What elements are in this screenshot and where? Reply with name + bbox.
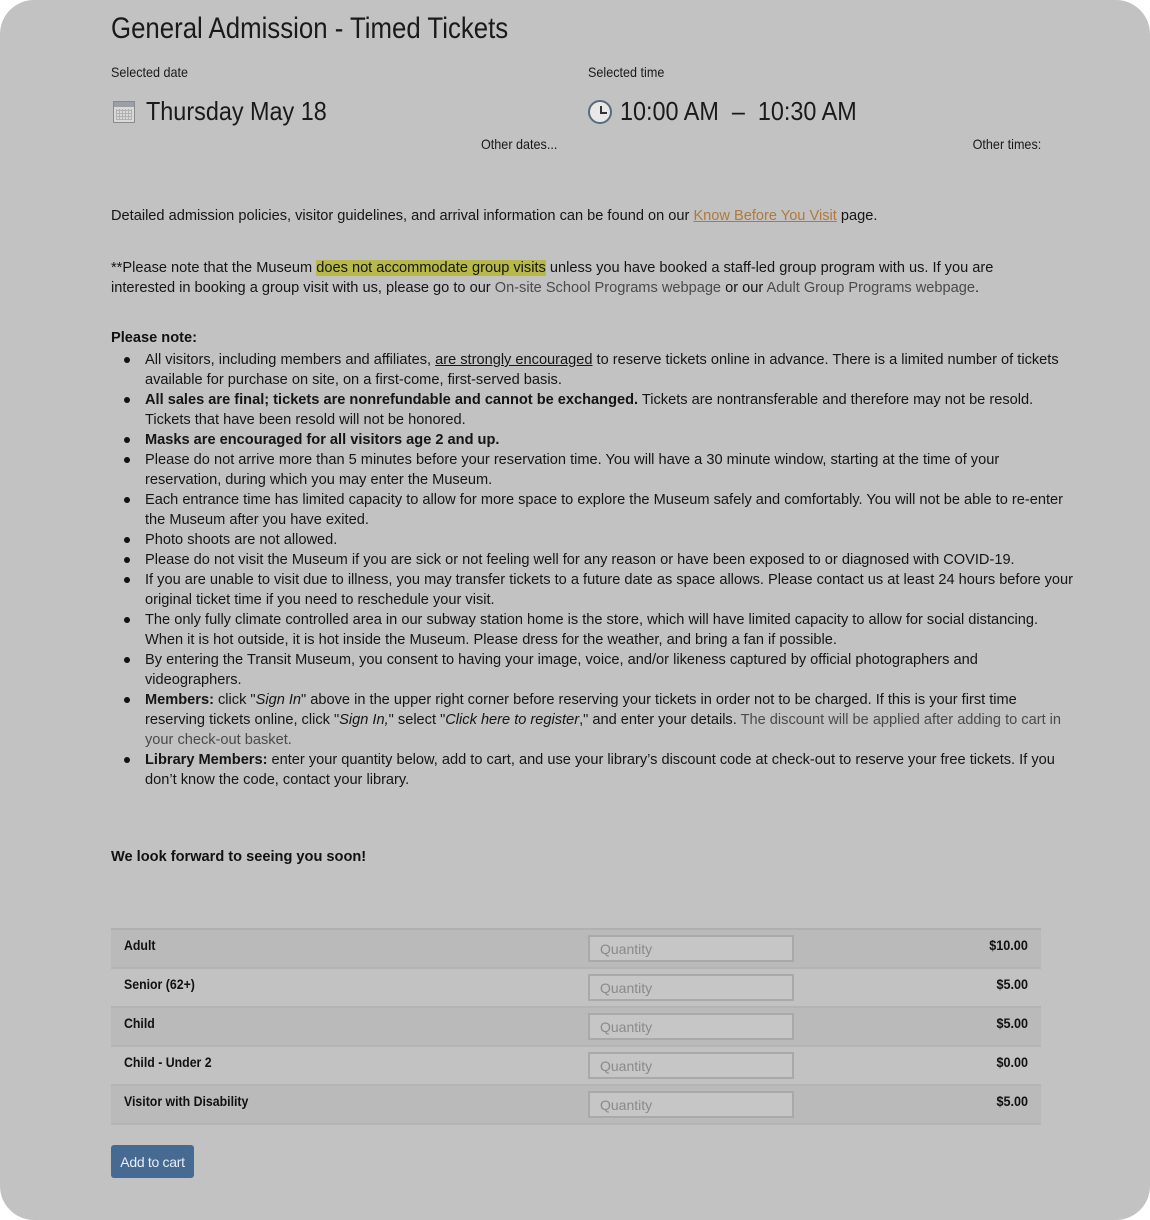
note-underline: are strongly encouraged — [435, 352, 593, 368]
list-item — [145, 650, 1075, 690]
selected-time — [588, 96, 883, 127]
table-row — [111, 969, 1041, 1008]
group-text-middle: unless you have booked a staff-led group program with us. If you are interested in booking a group visit with us, please go to our — [111, 260, 994, 296]
notes-title: Please note: — [111, 330, 197, 346]
list-item — [145, 450, 1075, 490]
group-highlight: does not accommodate group visits — [316, 260, 546, 276]
other-dates-link[interactable]: Other dates... — [481, 136, 558, 152]
list-item — [145, 570, 1075, 610]
list-item — [145, 430, 1075, 450]
closing-text: We look forward to seeing you soon! — [111, 849, 367, 865]
ticket-name: Visitor with Disability — [124, 1093, 249, 1109]
notes-list — [111, 350, 1075, 790]
ticket-price: $0.00 — [996, 1054, 1028, 1070]
selected-date-label: Selected date — [111, 64, 189, 80]
list-item — [145, 390, 1075, 430]
note-italic: Sign In, — [339, 712, 389, 728]
group-text-or: or our — [721, 280, 767, 296]
note-text: ," and enter your details. — [579, 712, 741, 728]
note-text: Each entrance time has limited capacity to allow for more space to explore the Museum safely and comfortably. You will not be able to re-enter the Museum after you have exited. — [145, 492, 1063, 528]
ticket-name: Senior (62+) — [124, 976, 195, 992]
group-text: **Please note that the Museum — [111, 260, 317, 276]
ticket-name: Adult — [124, 937, 156, 953]
quantity-input[interactable] — [588, 1091, 794, 1118]
ticket-name: Child — [124, 1015, 155, 1031]
ticket-price: $5.00 — [996, 1015, 1028, 1031]
selected-time-value: 10:00 AM – 10:30 AM — [620, 96, 857, 126]
ticket-price: $5.00 — [996, 976, 1028, 992]
list-item — [145, 530, 1075, 550]
add-to-cart-button[interactable]: Add to cart — [111, 1145, 194, 1178]
note-bold: Library Members: — [145, 752, 268, 768]
ticket-price: $10.00 — [989, 937, 1028, 953]
list-item — [145, 690, 1075, 750]
note-text: If you are unable to visit due to illness, you may transfer tickets to a future date as space allows. Please contact us at least 24 hours before your original ticket time if you need to reschedule your visit. — [145, 572, 1074, 608]
note-text: All visitors, including members and affiliates, — [145, 352, 436, 368]
note-text: to reserve tickets online in advance. There is a limited number of tickets available for purchase on site, on a first-come, first-served basis. — [145, 352, 1059, 388]
list-item — [145, 610, 1075, 650]
note-text: Photo shoots are not allowed. — [145, 532, 338, 548]
quantity-input[interactable] — [588, 935, 794, 962]
group-visits-paragraph — [111, 258, 1041, 298]
clock-icon — [588, 100, 612, 124]
table-row — [111, 1008, 1041, 1047]
policies-text: Detailed admission policies, visitor guidelines, and arrival information can be found on our — [111, 208, 694, 224]
note-bold: Masks are encouraged for all visitors age 2 and up. — [145, 432, 500, 448]
quantity-input[interactable] — [588, 974, 794, 1001]
note-text: enter your quantity below, add to cart, and use your library’s discount code at check-out to reserve your free tickets. If you don’t know the code, contact your library. — [145, 752, 1055, 788]
note-text: Please do not arrive more than 5 minutes before your reservation time. You will have a 30 minute window, starting at the time of your reservation, during which you may enter the Museum. — [145, 452, 1000, 488]
note-text: Please do not visit the Museum if you are sick or not feeling well for any reason or have been exposed to or diagnosed with COVID-19. — [145, 552, 1015, 568]
note-text: Tickets are nontransferable and therefore may not be resold. Tickets that have been resold will not be honored. — [145, 392, 1034, 428]
list-item — [145, 490, 1075, 530]
table-row — [111, 930, 1041, 969]
note-text: The only fully climate controlled area in our subway station home is the store, which will have limited capacity to allow for social distancing. When it is hot outside, it is hot inside the Museum. Please dress for the weather, and bring a fan if possible. — [145, 612, 1039, 648]
selected-date — [113, 96, 347, 127]
note-text: " above in the upper right corner before reserving your tickets in order not to be charged. If this is your first time reserving tickets online, click " — [145, 692, 1017, 728]
table-row — [111, 1086, 1041, 1125]
policies-paragraph — [111, 206, 1041, 226]
note-text: By entering the Transit Museum, you consent to having your image, voice, and/or likeness captured by official photographers and videographers. — [145, 652, 978, 688]
list-item — [145, 750, 1075, 790]
note-text: click " — [213, 692, 256, 708]
ticket-table — [111, 928, 1041, 1125]
note-italic: Click here to register — [445, 712, 580, 728]
list-item — [145, 350, 1075, 390]
selected-date-value: Thursday May 18 — [146, 96, 327, 126]
policies-text-end: page. — [836, 208, 878, 224]
page-title: General Admission - Timed Tickets — [111, 12, 509, 45]
table-row — [111, 1047, 1041, 1086]
other-times-link[interactable]: Other times: — [972, 136, 1041, 152]
calendar-icon — [113, 101, 135, 123]
note-text: " select " — [388, 712, 446, 728]
ticket-name: Child - Under 2 — [124, 1054, 212, 1070]
note-bold: All sales are final; tickets are nonrefundable and cannot be exchanged. — [145, 392, 639, 408]
selected-time-label: Selected time — [588, 64, 665, 80]
note-italic: Sign In — [255, 692, 302, 708]
know-before-you-visit-link[interactable]: Know Before You Visit — [693, 208, 837, 224]
adult-group-programs-link[interactable]: Adult Group Programs webpage — [766, 280, 975, 296]
quantity-input[interactable] — [588, 1052, 794, 1079]
note-bold: Members: — [145, 692, 214, 708]
quantity-input[interactable] — [588, 1013, 794, 1040]
list-item — [145, 550, 1075, 570]
school-programs-link[interactable]: On-site School Programs webpage — [494, 280, 722, 296]
group-text-end: . — [974, 280, 980, 296]
note-grey-text: The discount will be applied after adding to cart in your check-out basket. — [145, 712, 1062, 748]
ticket-price: $5.00 — [996, 1093, 1028, 1109]
